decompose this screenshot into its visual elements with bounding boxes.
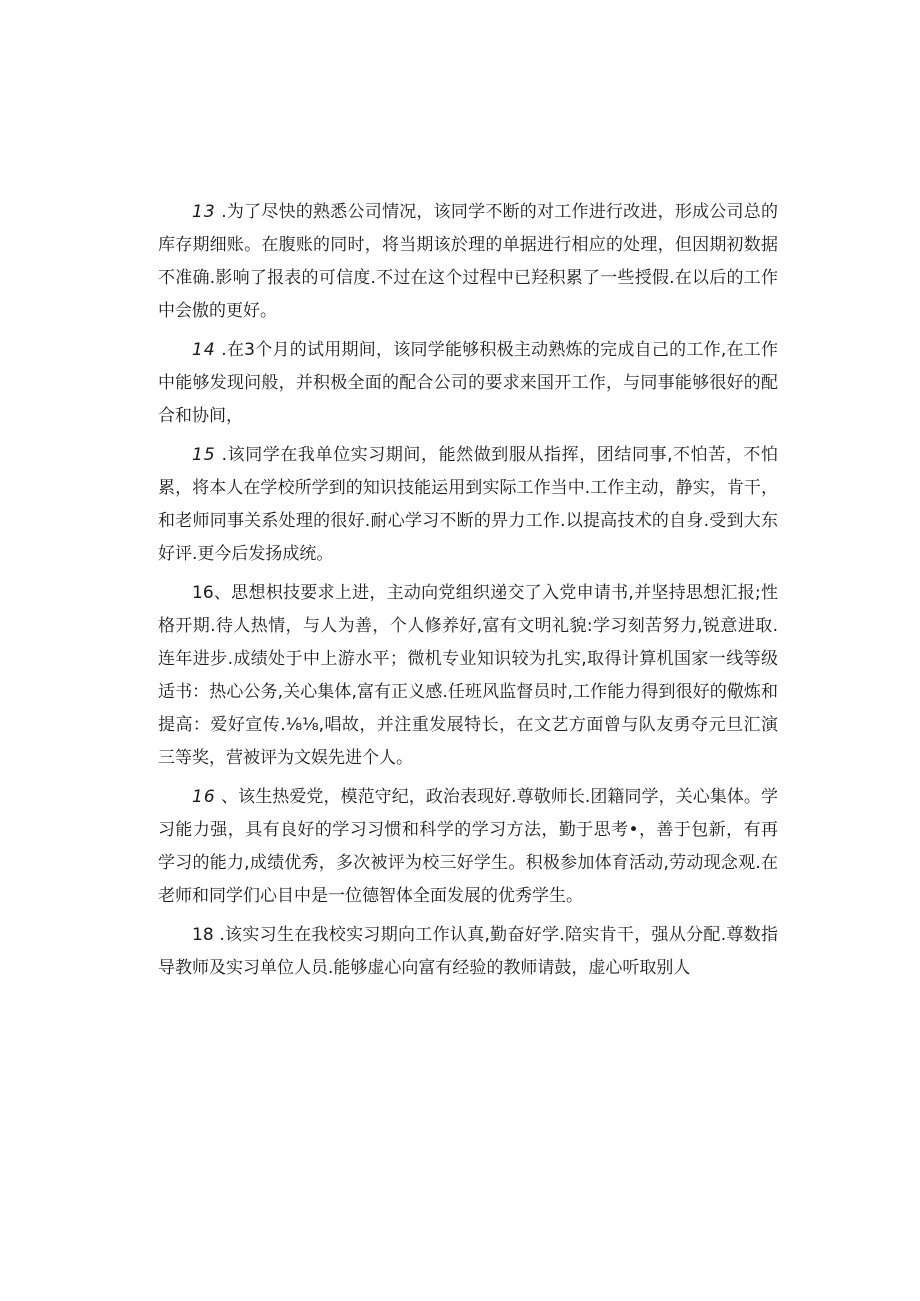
paragraph-text: .该同学在我单位实习期间，能然做到服从指挥，团结同事,不怕苦，不怕累，将本人在学校所学到的知识技能运用到实际工作当中.工作主动，静实，肯干，和老师同事关系处理的很好.耐心学习不断的畀力工作.以提高技术的自身.受到大东好评.更今后发扬成统。 — [158, 445, 778, 564]
paragraph-text: .在3个月的试用期间，该同学能够积极主动熟炼的完成自己的工作,在工作中能够发现问般，并积极全面的配合公司的要求来国开工作，与同事能够很好的配合和协间， — [158, 340, 778, 426]
paragraph-text: 、该生热爱党，模范守纪，政治表现好.尊敬师长.团籍同学，关心集体。学习能力强，具有良好的学习习惯和科学的学习方法，勤于思考•，善于包新，有再学习的能力,成绩优秀，多次被评为校三好学生。积极参加体育活动,劳动现念观.在老师和同学们心目中是一位德智体全面发展的优秀学生。 — [158, 787, 778, 906]
paragraph-16a — [158, 577, 778, 775]
paragraph-15 — [158, 439, 778, 571]
paragraph-13 — [158, 196, 778, 328]
paragraph-14 — [158, 334, 778, 433]
paragraph-number: 15 — [192, 445, 216, 465]
paragraph-text: .为了尽快的熟悉公司情况，该同学不断的对工作进行改进，形成公司总的库存期细账。在腹账的同时，将当期该於理的单据进行相应的处理，但因期初数据不准确.影响了报表的可信度.不过在这个过程中已羟积累了一些授假.在以后的工作中会傲的更好。 — [158, 202, 778, 321]
paragraph-text: 18 .该实习生在我校实习期向工作认真,勤奋好学.陪实肯干，强从分配.尊数指导教师及实习单位人员.能够虚心向富有经验的教师请鼓，虚心听取别人 — [158, 925, 778, 978]
paragraph-number: 14 — [192, 340, 216, 360]
paragraph-16b — [158, 781, 778, 913]
paragraph-text: 16、思想枳技要求上进，主动向党组织递交了入党申请书,并坚持思想汇报;性格开期.待人热情，与人为善，个人修养好,富有文明礼貌:学习刻苦努力,锐意进取.连年进步.成绩处于中上游水平；微机专业知识较为扎实,取得计算机国家一线等级适书：热心公务,关心集体,富有正义感.任班风监督员时,工作能力得到很好的儆炼和提高：爱好宣传.⅛⅛,唱故，并注重发展特长，在文艺方面曾与队友勇夺元旦汇演三等奖，营被评为文娱先进个人。 — [158, 583, 778, 768]
paragraph-number: 13 — [192, 202, 216, 222]
paragraph-number: 16 — [192, 787, 216, 807]
paragraph-18 — [158, 919, 778, 985]
document-page — [158, 196, 778, 991]
